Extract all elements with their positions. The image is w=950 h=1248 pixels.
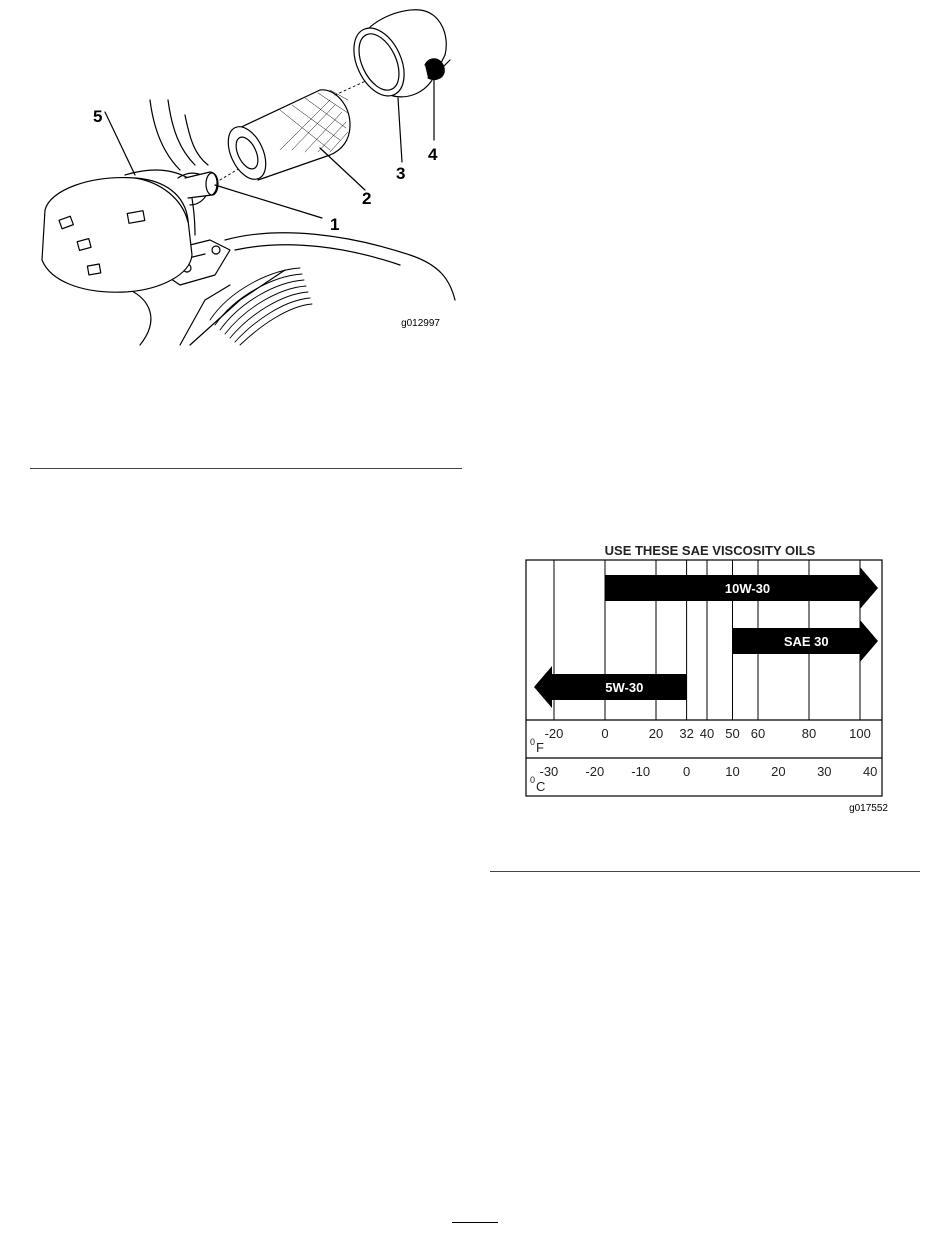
oil-grade-label: 10W-30 [724, 581, 771, 596]
celsius-degree-symbol: 0 [530, 775, 536, 785]
callout-2: 2 [362, 189, 372, 208]
fahrenheit-tick-label: 0 [601, 726, 609, 741]
celsius-tick-label: 10 [725, 764, 740, 779]
air-cleaner-exploded-figure [30, 0, 462, 352]
celsius-unit-label: C [536, 779, 546, 794]
callout-4: 4 [428, 145, 438, 164]
section-divider-right [490, 871, 920, 872]
fahrenheit-degree-symbol: 0 [530, 737, 536, 747]
chart-title: USE THESE SAE VISCOSITY OILS [604, 543, 816, 558]
section-divider-left [30, 468, 462, 469]
celsius-tick-label: -10 [631, 764, 651, 779]
fahrenheit-tick-label: 80 [801, 726, 817, 741]
fahrenheit-tick-label: 32 [679, 726, 694, 741]
figure-id: g017552 [849, 803, 888, 814]
fahrenheit-tick-label: 20 [648, 726, 664, 741]
page-footer-rule [452, 1222, 498, 1223]
celsius-tick-label: 30 [817, 764, 832, 779]
oil-grade-label: SAE 30 [783, 634, 829, 649]
celsius-tick-label: -20 [585, 764, 605, 779]
fahrenheit-tick-label: -20 [544, 726, 564, 741]
celsius-tick-label: -30 [539, 764, 559, 779]
viscosity-chart [520, 540, 890, 818]
fahrenheit-unit-label: F [536, 740, 544, 755]
celsius-tick-label: 0 [682, 764, 691, 779]
callout-1: 1 [330, 215, 340, 234]
fahrenheit-tick-label: 40 [699, 726, 715, 741]
figure-id: g012997 [401, 318, 440, 329]
fahrenheit-tick-label: 60 [750, 726, 766, 741]
callout-5: 5 [93, 107, 103, 126]
celsius-tick-label: 40 [862, 764, 878, 779]
celsius-tick-label: 20 [771, 764, 786, 779]
fahrenheit-tick-label: 100 [849, 726, 871, 741]
callout-3: 3 [396, 164, 406, 183]
fahrenheit-tick-label: 50 [725, 726, 740, 741]
oil-grade-label: 5W-30 [605, 680, 644, 695]
